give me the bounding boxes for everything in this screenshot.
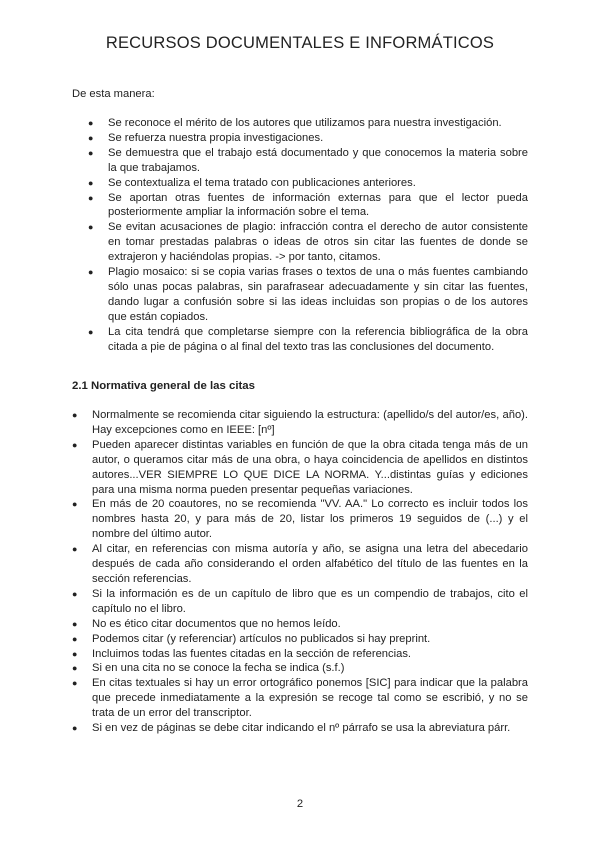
page-title: RECURSOS DOCUMENTALES E INFORMÁTICOS [105, 34, 495, 52]
bullet-icon: ● [88, 192, 94, 203]
list-item-text: Se evitan acusaciones de plagio: infracción contra el derecho de autor consistente en tomar prestadas palabras o ideas de otros sin citar las fuentes de donde se extrajeron y haciéndolas propias. -> por tanto, citamos. [108, 221, 528, 264]
list-item [88, 116, 528, 131]
bullet-icon: ● [72, 499, 78, 510]
list-item [72, 438, 528, 498]
list-item [88, 191, 528, 221]
list-item [72, 617, 528, 632]
list-item [72, 647, 528, 662]
list-item-text: Podemos citar (y referenciar) artículos no publicados si hay preprint. [92, 632, 431, 645]
list-item-text: Si en una cita no se conoce la fecha se indica (s.f.) [92, 662, 345, 675]
list-item [72, 676, 528, 721]
list-item [88, 176, 528, 191]
bullet-icon: ● [72, 544, 78, 555]
list-item [88, 325, 528, 355]
list-item [88, 146, 528, 176]
list-item-text: Pueden aparecer distintas variables en función de que la obra citada tenga más de un autor, o queramos citar más de una obra, o haya coincidencia de apellidos en distintos autores...VER SIEMPRE LO QUE DICE LA NORMA. Y...distintas guías y ediciones para una misma norma pueden presentar pequeñas variaciones. [92, 438, 528, 496]
section-heading: 2.1 Normativa general de las citas [72, 380, 255, 392]
list-item-text: Si en vez de páginas se debe citar indicando el nº párrafo se usa la abreviatura párr. [92, 722, 511, 735]
bullet-icon: ● [88, 177, 94, 188]
list-item-text: Se aportan otras fuentes de información externas para que el lector pueda posteriormente ampliar la información sobre el tema. [108, 191, 528, 219]
list-item-text: Si la información es de un capítulo de libro que es un compendio de trabajos, cito el capítulo no el libro. [92, 587, 528, 615]
citation-rules-list [72, 408, 528, 736]
list-item-text: Se refuerza nuestra propia investigaciones. [108, 131, 324, 144]
list-item-text: Normalmente se recomienda citar siguiendo la estructura: (apellido/s del autor/es, año). Hay excepciones como en IEEE: [nº] [92, 409, 528, 436]
bullet-icon: ● [88, 326, 94, 337]
list-item-text: La cita tendrá que completarse siempre con la referencia bibliográfica de la obra citada a pie de página o al final del texto tras las conclusiones del documento. [108, 325, 528, 353]
bullet-icon: ● [88, 147, 94, 158]
list-item [72, 497, 528, 542]
bullet-icon: ● [72, 410, 78, 420]
benefits-list [88, 116, 528, 355]
bullet-icon: ● [88, 267, 94, 278]
list-item-text: Incluimos todas las fuentes citadas en la sección de referencias. [92, 647, 412, 660]
list-item-text: No es ético citar documentos que no hemos leído. [92, 617, 341, 630]
list-item [72, 632, 528, 647]
list-item [88, 265, 528, 325]
list-item-text: En más de 20 coautores, no se recomienda "VV. AA." Lo correcto es incluir todos los nombres hasta 20, y para más de 20, listar los primeros 19 seguidos de (...) y el nombre del último autor. [92, 498, 528, 541]
list-item-text: Se demuestra que el trabajo está documentado y que conocemos la materia sobre la que trabajamos. [108, 146, 528, 174]
bullet-icon: ● [72, 723, 78, 734]
list-item [88, 220, 528, 265]
bullet-icon: ● [88, 132, 94, 143]
list-item [72, 721, 528, 736]
list-item [72, 408, 528, 438]
list-item-text: En citas textuales si hay un error ortográfico ponemos [SIC] para indicar que la palabra que precede inmediatamente a la expresión se recoge tal como se escribió, y no se trata de un error del transcriptor. [92, 677, 528, 720]
list-item [72, 587, 528, 617]
bullet-icon: ● [88, 118, 94, 128]
bullet-icon: ● [88, 222, 94, 233]
intro-text: De esta manera: [72, 88, 155, 100]
list-item [72, 661, 528, 676]
list-item-text: Se reconoce el mérito de los autores que utilizamos para nuestra investigación. [108, 117, 502, 129]
bullet-icon: ● [72, 663, 78, 674]
list-item [72, 542, 528, 587]
list-item-text: Al citar, en referencias con misma autoría y año, se asigna una letra del abecedario después de cada año considerando el orden alfabético del título de las fuentes en la sección referencias. [92, 543, 528, 585]
bullet-icon: ● [72, 633, 78, 644]
bullet-icon: ● [72, 648, 78, 659]
list-item-text: Se contextualiza el tema tratado con publicaciones anteriores. [108, 176, 416, 189]
list-item [88, 131, 528, 146]
bullet-icon: ● [72, 439, 78, 450]
page-number: 2 [296, 798, 304, 810]
bullet-icon: ● [72, 618, 78, 629]
list-item-text: Plagio mosaico: si se copia varias frases o textos de una o más fuentes cambiando sólo unas pocas palabras, sin parafrasear adecuadamente y sin citar las fuentes, dando lugar a confusión sobre si las ideas incluidas son propias o de los autores que están copiados. [108, 266, 528, 323]
bullet-icon: ● [72, 678, 78, 689]
bullet-icon: ● [72, 588, 78, 599]
